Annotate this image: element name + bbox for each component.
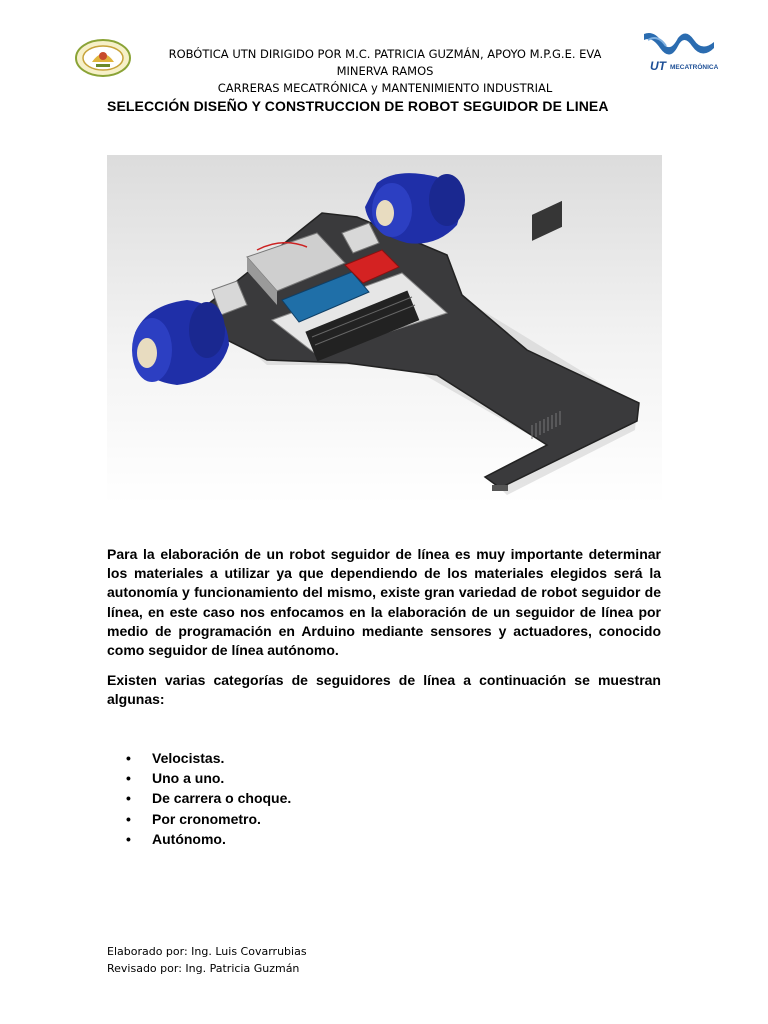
header-line-1: ROBÓTICA UTN DIRIGIDO POR M.C. PATRICIA GUZMÁN, APOYO M.P.G.E. EVA MINERVA RAMOS <box>168 47 602 78</box>
page-title: SELECCIÓN DISEÑO Y CONSTRUCCION DE ROBOT SEGUIDOR DE LINEA <box>107 98 609 114</box>
line-follower-robot-render <box>107 155 662 505</box>
ut-mecatronica-logo <box>640 28 720 78</box>
elaborado-por: Elaborado por: Ing. Luis Covarrubias <box>107 945 307 958</box>
list-item: • Velocistas. <box>107 748 291 768</box>
list-item: • De carrera o choque. <box>107 788 291 808</box>
ut-mecatronica-logo-icon <box>640 28 720 78</box>
university-seal-icon <box>74 38 132 78</box>
revisado-por: Revisado por: Ing. Patricia Guzmán <box>107 962 300 975</box>
header-line-2: CARRERAS MECATRÓNICA y MANTENIMIENTO INDUSTRIAL <box>217 81 553 95</box>
list-item: • Autónomo. <box>107 829 291 849</box>
svg-text:UT: UT <box>650 59 666 73</box>
list-item: • Uno a uno. <box>107 768 291 788</box>
left-wheel <box>132 300 229 385</box>
category-list <box>107 748 291 849</box>
svg-text:MECATRÓNICA: MECATRÓNICA <box>670 64 719 71</box>
sensor-array <box>532 201 562 241</box>
intro-paragraph: Para la elaboración de un robot seguidor de línea es muy importante determinar los materiales a utilizar ya que dependiendo de los materiales elegidos será la autonomía y funcionamiento del mismo, existe gran variedad de robot seguidor de línea, en este caso nos enfocamos en la elaboración de un seguidor de línea por medio de programación en Arduino mediante sensores y actuadores, conocido como seguidor de línea autónomo. <box>107 546 661 659</box>
list-item: • Por cronometro. <box>107 809 291 829</box>
categories-intro-paragraph: Existen varias categorías de seguidores de línea a continuación se muestran algunas: <box>107 672 661 708</box>
robot-figure <box>107 155 662 505</box>
